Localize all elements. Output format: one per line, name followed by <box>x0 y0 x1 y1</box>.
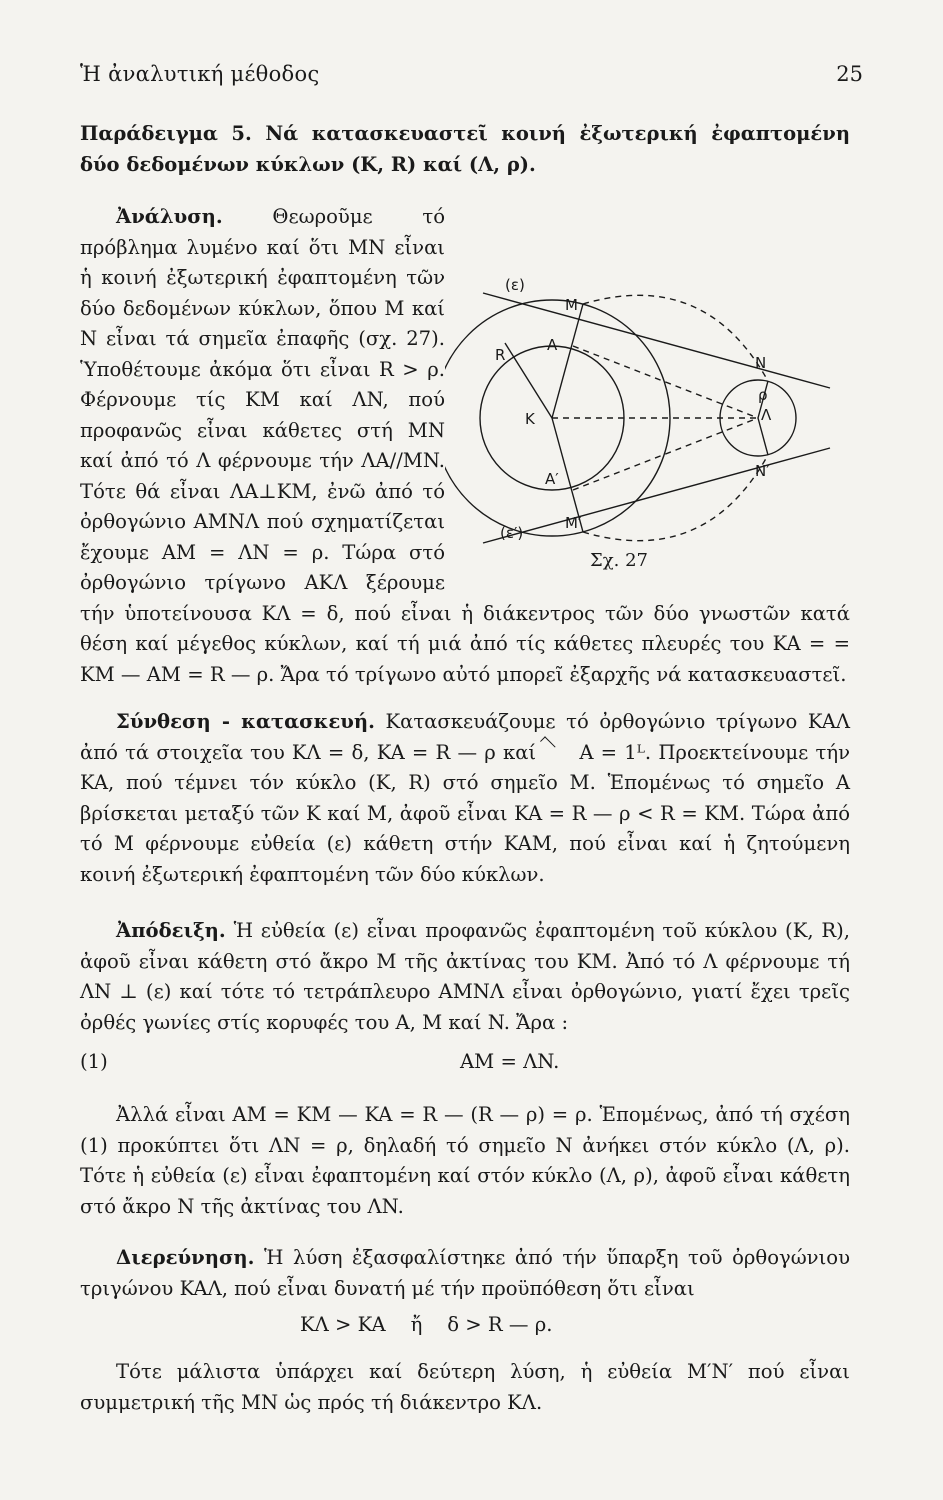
synthesis-text-a: Κατασκευάζουμε τό ὀρθογώνιο τρίγωνο KAΛ ἀπό τά στοιχεῖα του KΛ = δ, KA = R — ρ καί <box>80 710 851 764</box>
proof-text: Ἡ εὐθεία (ε) εἶναι προφανῶς ἐφαπτομένη τοῦ κύκλου (K, R), ἀφοῦ εἶναι κάθετη στό ἄκρο M τῆς ἀκτίνας του KM. Ἀπό τό Λ φέρνουμε τή ΛN ⊥ (ε) καί τότε τό τετράπλευρο AMNΛ εἶναι ὀρθογώνιο, γιατί ἔχει τρεῖς ὀρθές γωνίες στίς κορυφές του A, M καί N. Ἄρα : <box>80 919 851 1034</box>
example-heading: Παράδειγμα 5. Νά κατασκευαστεῖ κοινή ἐξωτερική ἐφαπτομένη δύο δεδομένων κύκλων (K, R) καί (Λ, ρ). <box>80 122 850 176</box>
synthesis-label: Σύνθεση - κατασκευή. <box>116 710 375 733</box>
label-e-prime: (ε′) <box>500 524 524 542</box>
page-number: 25 <box>836 62 863 86</box>
label-a-prime: A′ <box>545 470 559 488</box>
figure-27 <box>445 278 845 578</box>
tangent-mn <box>483 293 830 388</box>
running-header <box>80 62 863 92</box>
tangent-m-prime-n-prime <box>483 448 830 543</box>
discussion-paragraph <box>80 1243 850 1304</box>
proof-label: Ἀπόδειξη. <box>116 919 226 942</box>
after-equation-paragraph: Ἀλλά εἶναι AM = KM — KA = R — (R — ρ) = ρ. Ἑπομένως, ἀπό τή σχέση (1) προκύπτει ὅτι ΛN = ρ, δηλαδή τό σημεῖο N ἀνήκει στόν κύκλο (Λ, ρ). Τότε ἡ εὐθεία (ε) εἶναι ἐφαπτομένη καί στόν κύκλο (Λ, ρ), ἀφοῦ εἶναι κάθετη στό ἄκρο N τῆς ἀκτίνας του ΛN. <box>80 1103 850 1218</box>
equation-1 <box>80 1050 850 1080</box>
inequality <box>80 1313 850 1343</box>
radius-r <box>505 343 552 418</box>
radius-km <box>552 304 583 418</box>
discussion-label: Διερεύνηση. <box>116 1246 255 1269</box>
figure-caption: Σχ. 27 <box>590 550 648 571</box>
inequality-expression: KΛ > KA ἤ δ > R — ρ. <box>300 1313 553 1336</box>
chapter-title: Ἡ ἀναλυτική μέθοδος <box>80 62 320 86</box>
synthesis-text-b: = 1ᴸ. Προεκτείνουμε τήν KA, πού τέμνει τόν κύκλο (K, R) στό σημεῖο M. Ἑπομένως τό σημεῖο A βρίσκεται μεταξύ τῶν K καί M, ἀφοῦ εἶναι KA = R — ρ < R = KM. Τώρα ἀπό τό M φέρνουμε εὐθεία (ε) κάθετη στήν KAM, πού εἶναι καί ἡ ζητούμενη κοινή ἐξωτερική ἐφαπτομένη τῶν δύο κύκλων. <box>80 740 850 886</box>
line-a-lambda <box>573 346 758 418</box>
equation-number: (1) <box>80 1050 108 1073</box>
discussion-text: Ἡ λύση ἐξασφαλίστηκε ἀπό τήν ὕπαρξη τοῦ ὀρθογώνιου τριγώνου KAΛ, πού εἶναι δυνατή μέ τήν προϋπόθεση ὅτι εἶναι <box>80 1246 850 1300</box>
equation-expression: AM = ΛN. <box>460 1050 560 1073</box>
label-r: R <box>495 346 506 364</box>
label-k: K <box>525 410 535 428</box>
line-a-prime-lambda <box>573 418 758 490</box>
label-n-prime: N′ <box>755 462 770 480</box>
label-a: A <box>547 336 558 354</box>
last-paragraph: Τότε μάλιστα ὑπάρχει καί δεύτερη λύση, ἡ εὐθεία M′N′ πού εἶναι συμμετρική τῆς MN ὡς πρός τή διάκεντρο KΛ. <box>80 1360 850 1414</box>
angle-a: A <box>543 738 593 769</box>
label-rho: ρ <box>758 386 768 404</box>
arc-lower <box>583 455 768 541</box>
label-e: (ε) <box>505 278 525 294</box>
analysis-text: Θεωροῦμε τό πρόβλημα λυμένο καί ὅτι MN εἶναι ἡ κοινή ἐξωτερική ἐφαπτομένη τῶν δύο δεδομένων κύκλων, ὅπου M καί N εἶναι τά σημεῖα ἐπαφῆς (σχ. 27). Ὑποθέτουμε ἀκόμα ὅτι εἶναι R > ρ. Φέρνουμε τίς KM καί ΛN, πού προφανῶς εἶναι κάθετες στή MN καί ἀπό τό Λ φέρνουμε τήν ΛA//MN. Τότε θά εἶναι ΛA⊥KM, ἐνῶ ἀπό τό ὀρθογώνιο AMNΛ πού σχηματίζεται ἔχουμε AM = ΛN = ρ. Τώρα στό ὀρθογώνιο τρίγωνο AKΛ ξέρουμε τήν ὑποτείνουσα KΛ = δ, πού εἶναι ἡ διάκεντρος τῶν δύο γνωστῶν κατά θέση καί μέγεθος κύκλων, καί τή μιά ἀπό τίς κάθετες πλευρές του KA = = KM — AM = R — ρ. Ἄρα τό τρίγωνο αὐτό μπορεῖ ἐξαρχῆς νά κατασκευαστεῖ. <box>80 205 850 686</box>
label-m: M <box>565 296 578 314</box>
analysis-label: Ἀνάλυση. <box>116 205 223 228</box>
label-m-prime: M′ <box>565 514 582 532</box>
label-n: N <box>755 354 767 372</box>
synthesis-paragraph <box>80 707 850 890</box>
label-lambda: Λ <box>761 406 772 424</box>
proof-paragraph <box>80 916 850 1038</box>
arc-upper <box>583 295 768 381</box>
